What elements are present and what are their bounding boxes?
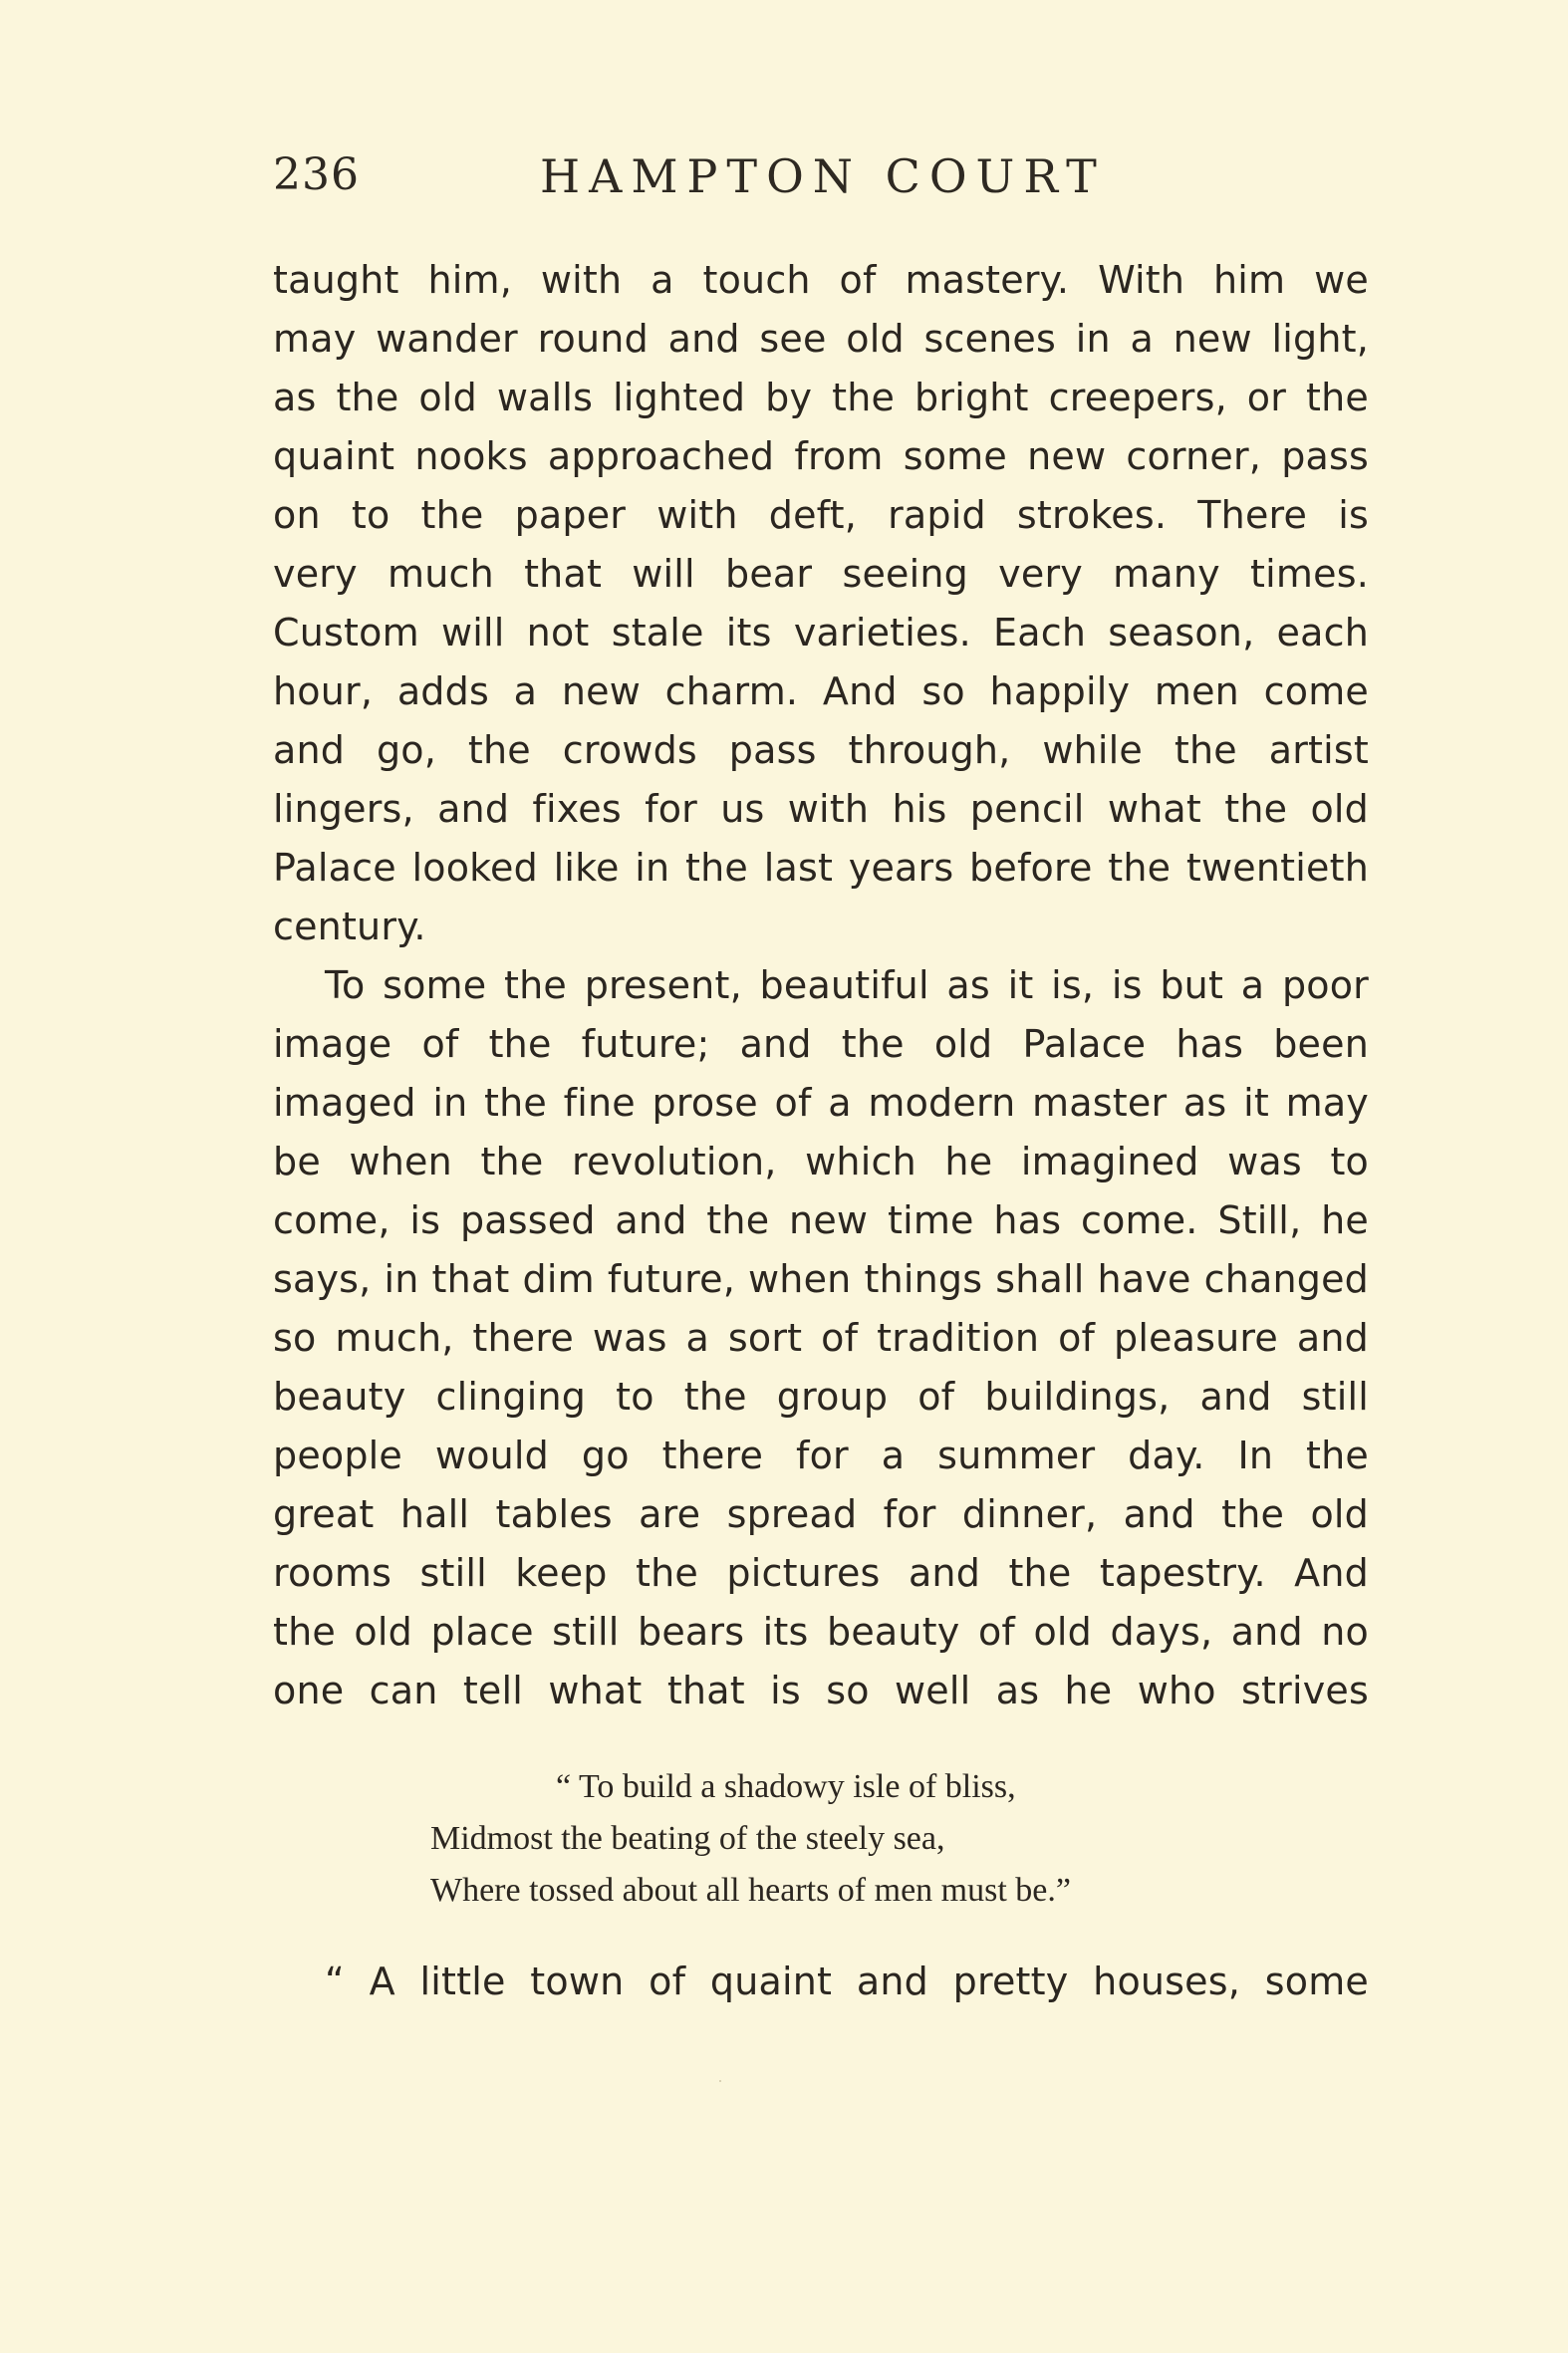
text-line: beauty clinging to the group of buildings, and still — [273, 1375, 1369, 1419]
closing-paragraph — [273, 1953, 1369, 2011]
text-line: great hall tables are spread for dinner, and the old — [273, 1492, 1369, 1536]
paper-speck — [719, 2080, 721, 2082]
text-line: hour, adds a new charm. And so happily men come — [273, 669, 1369, 713]
page-number: 236 — [273, 149, 360, 200]
text-line: quaint nooks approached from some new corner, pass — [273, 434, 1369, 478]
text-line: image of the future; and the old Palace has been — [273, 1022, 1369, 1066]
text-line: as the old walls lighted by the bright creepers, or the — [273, 376, 1369, 419]
text-line: may wander round and see old scenes in a new light, — [273, 317, 1369, 361]
verse-quotation — [430, 1761, 1071, 1917]
text-line: on to the paper with deft, rapid strokes. There is — [273, 493, 1369, 537]
text-line: very much that will bear seeing very many times. — [273, 552, 1369, 596]
text-line: Custom will not stale its varieties. Each season, each — [273, 611, 1369, 654]
text-line: Palace looked like in the last years before the twentieth — [273, 846, 1369, 890]
text-line: taught him, with a touch of mastery. With him we — [273, 258, 1369, 302]
text-line: century. — [273, 905, 426, 948]
text-line: To some the present, beautiful as it is, is but a poor — [325, 963, 1369, 1007]
text-line: says, in that dim future, when things shall have changed — [273, 1257, 1369, 1301]
text-line: rooms still keep the pictures and the tapestry. And — [273, 1551, 1369, 1595]
text-line: and go, the crowds pass through, while the artist — [273, 728, 1369, 772]
verse-line: Where tossed about all hearts of men must be.” — [430, 1872, 1071, 1909]
body-text — [273, 251, 1369, 1720]
text-line: “ A little town of quaint and pretty houses, some — [325, 1960, 1369, 2003]
text-line: one can tell what that is so well as he who strives — [273, 1669, 1369, 1712]
page-header — [273, 149, 1130, 209]
running-title: HAMPTON COURT — [540, 149, 1106, 203]
text-line: imaged in the fine prose of a modern master as it may — [273, 1081, 1369, 1125]
text-line: be when the revolution, which he imagined was to — [273, 1140, 1369, 1183]
paragraph-1 — [273, 251, 1369, 956]
paragraph-2 — [273, 956, 1369, 1720]
verse-line: Midmost the beating of the steely sea, — [430, 1820, 945, 1857]
text-line: come, is passed and the new time has come. Still, he — [273, 1198, 1369, 1242]
text-line: people would go there for a summer day. In the — [273, 1434, 1369, 1477]
text-line: the old place still bears its beauty of old days, and no — [273, 1610, 1369, 1654]
verse-line: “ To build a shadowy isle of bliss, — [556, 1768, 1016, 1805]
text-line: so much, there was a sort of tradition of pleasure and — [273, 1316, 1369, 1360]
text-line: lingers, and fixes for us with his pencil what the old — [273, 787, 1369, 831]
